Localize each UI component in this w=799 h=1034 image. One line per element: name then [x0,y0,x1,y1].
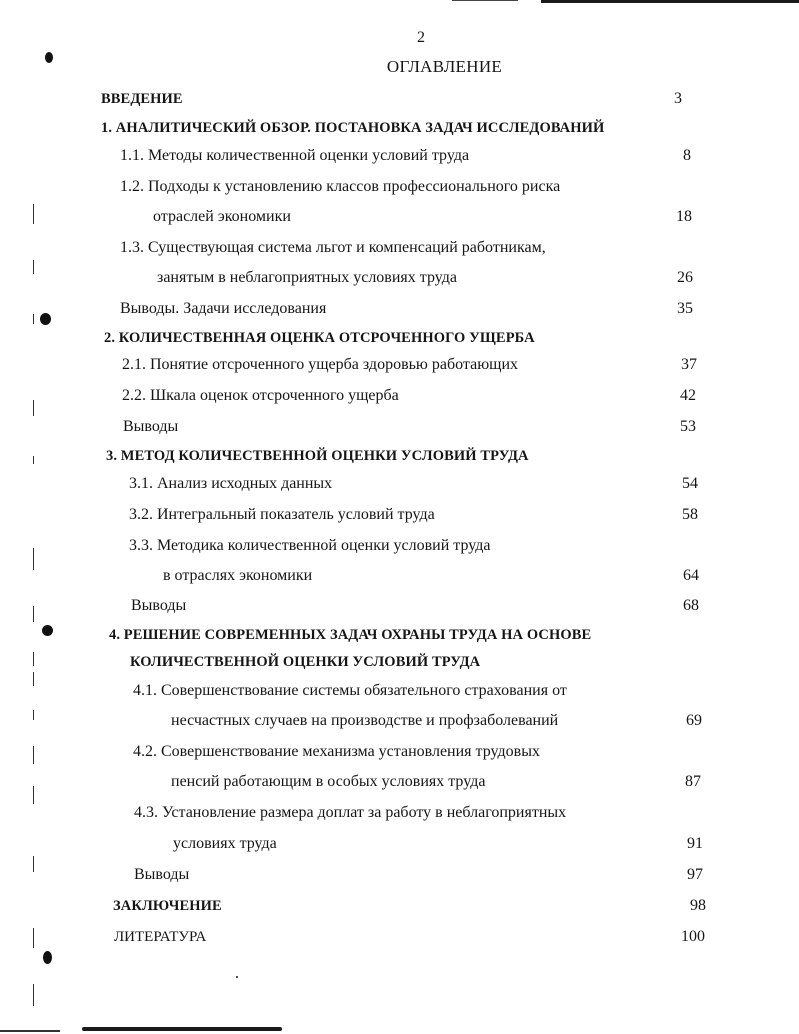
toc-entry-3-2: 3.2. Интегральный показатель условий труда [129,506,435,523]
toc-page-conclusion: 98 [690,897,706,914]
scan-tick-mark [33,400,34,416]
scan-tick-mark [33,856,34,872]
toc-page-4-3: 91 [687,835,703,852]
toc-entry-3-3-cont: в отраслях экономики [163,567,313,584]
toc-entry-1-2-cont: отраслей экономики [153,208,291,225]
scan-tick-mark [33,606,34,622]
toc-page-3-1: 54 [682,475,698,492]
toc-entry-4-1: 4.1. Совершенствование системы обязательного страхования от [133,682,567,699]
toc-page-4-2: 87 [685,773,701,790]
toc-entry-intro: ВВЕДЕНИЕ [101,91,183,107]
scan-edge-line [82,1027,282,1031]
toc-entry-3-1: 3.1. Анализ исходных данных [129,475,333,492]
toc-entry-4-1-cont: несчастных случаев на производстве и профзаболеваний [171,712,559,729]
scan-tick-mark [33,260,34,274]
toc-page-1-1: 8 [683,147,691,164]
toc-entry-3-3: 3.3. Методика количественной оценки условий труда [129,537,491,554]
toc-entry-4-3: 4.3. Установление размера доплат за работу в неблагоприятных [134,804,567,821]
scan-edge-line [541,0,799,3]
scan-tick-mark [33,204,34,224]
toc-page-1-2: 18 [676,208,692,225]
punch-hole-mark [43,951,52,964]
toc-entry-1-1: 1.1. Методы количественной оценки условий труда [120,147,470,164]
toc-entry-4-3-cont: условиях труда [173,835,277,852]
toc-entry-conclusions-1: Выводы. Задачи исследования [120,300,327,317]
toc-entry-4-2: 4.2. Совершенствование механизма установления трудовых [133,743,540,760]
toc-page-conclusions-1: 35 [677,300,693,317]
toc-page-4-1: 69 [686,712,702,729]
scan-tick-mark [33,652,34,666]
scan-tick-mark [33,928,34,948]
toc-entry-2-2: 2.2. Шкала оценок отсроченного ущерба [122,387,399,404]
toc-entry-conclusions-4: Выводы [134,866,190,883]
toc-page-conclusions-2: 53 [680,418,696,435]
scan-tick-mark [33,710,34,720]
toc-title: ОГЛАВЛЕНИЕ [386,57,503,76]
toc-page-conclusions-4: 97 [687,866,703,883]
punch-hole-mark [40,313,51,325]
scan-edge-line [0,1030,60,1032]
scan-tick-mark [33,456,34,464]
scan-speck [236,976,238,978]
toc-page-references: 100 [681,928,705,945]
toc-page-3-2: 58 [682,506,698,523]
toc-page-3-3: 64 [683,567,699,584]
toc-entry-2-1: 2.1. Понятие отсроченного ущерба здоровью работающих [122,356,519,373]
scan-tick-mark [33,672,34,686]
toc-page-1-3: 26 [677,269,693,286]
toc-chapter-2: 2. КОЛИЧЕСТВЕННАЯ ОЦЕНКА ОТСРОЧЕННОГО УЩЕРБА [104,330,535,346]
toc-entry-4-2-cont: пенсий работающим в особых условиях труда [171,773,486,790]
toc-entry-1-3: 1.3. Существующая система льгот и компенсаций работникам, [120,239,546,256]
toc-entry-references: ЛИТЕРАТУРА [114,929,207,945]
toc-entry-1-2: 1.2. Подходы к установлению классов профессионального риска [120,178,561,195]
scan-edge-line [452,0,518,1]
scan-tick-mark [33,984,34,1006]
punch-hole-mark [42,625,53,636]
toc-chapter-1: 1. АНАЛИТИЧЕСКИЙ ОБЗОР. ПОСТАНОВКА ЗАДАЧ ИССЛЕДОВАНИЙ [101,120,605,136]
scan-tick-mark [33,314,34,324]
toc-page-intro: 3 [674,90,682,107]
toc-page-2-2: 42 [680,387,696,404]
toc-entry-conclusion: ЗАКЛЮЧЕНИЕ [113,898,222,914]
toc-entry-1-3-cont: занятым в неблагоприятных условиях труда [157,269,457,286]
page-number: 2 [417,29,425,46]
scan-tick-mark [33,746,34,764]
toc-chapter-4-cont: КОЛИЧЕСТВЕННОЙ ОЦЕНКИ УСЛОВИЙ ТРУДА [130,654,481,670]
toc-entry-conclusions-3: Выводы [131,597,187,614]
scan-tick-mark [33,786,34,804]
scan-tick-mark [33,548,34,570]
toc-page-conclusions-3: 68 [683,597,699,614]
toc-entry-conclusions-2: Выводы [123,418,179,435]
toc-chapter-4: 4. РЕШЕНИЕ СОВРЕМЕННЫХ ЗАДАЧ ОХРАНЫ ТРУДА НА ОСНОВЕ [109,627,592,643]
toc-chapter-3: 3. МЕТОД КОЛИЧЕСТВЕННОЙ ОЦЕНКИ УСЛОВИЙ ТРУДА [106,448,529,464]
toc-page-2-1: 37 [681,356,697,373]
